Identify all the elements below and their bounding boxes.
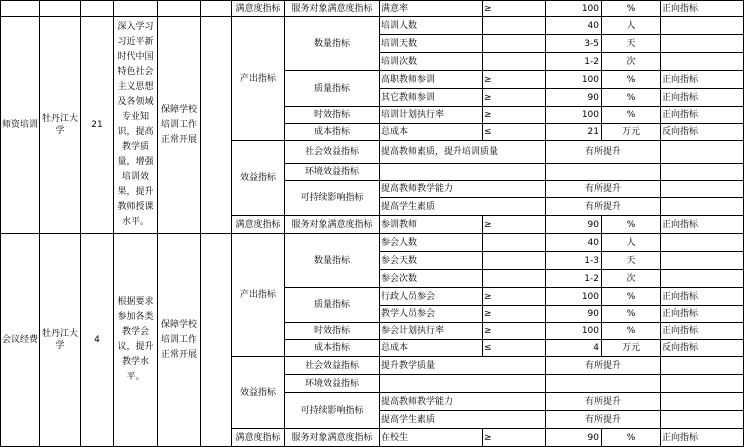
empty-cell: [201, 234, 232, 447]
empty-cell: [201, 0, 232, 17]
indicator-name: 在校生: [380, 429, 483, 447]
indicator-direction: 反向指标: [661, 340, 744, 357]
indicator-level2: 数量指标: [285, 234, 380, 288]
indicator-operator: ≥: [483, 216, 546, 234]
indicator-operator: ≤: [483, 340, 546, 357]
indicator-direction: [661, 35, 744, 53]
fund-category: [0, 17, 40, 234]
indicator-value: 有所提升: [546, 411, 661, 429]
indicator-unit: 万元: [602, 340, 661, 357]
indicator-direction: [661, 375, 744, 393]
indicator-value: 4: [546, 340, 602, 357]
cell-text: 提高学生素质: [381, 201, 436, 212]
indicator-level2: 服务对象满意度指标: [285, 0, 380, 17]
indicator-direction: [661, 357, 744, 375]
indicator-name: [380, 198, 546, 216]
indicator-unit: %: [602, 429, 661, 447]
indicator-operator: [483, 252, 546, 270]
indicator-name: [380, 141, 546, 164]
indicator-name: 参会次数: [380, 270, 483, 288]
indicator-value: 100: [546, 288, 602, 306]
fund-category: [0, 234, 40, 447]
indicator-operator: ≥: [483, 107, 546, 124]
indicator-operator: ≤: [483, 124, 546, 141]
indicator-direction: [661, 141, 744, 164]
indicator-direction: [661, 164, 744, 181]
empty-cell: [0, 0, 40, 17]
indicator-level2: 环境效益指标: [285, 375, 380, 393]
fund-amount: 21: [81, 17, 114, 234]
indicator-direction: 正向指标: [661, 71, 744, 89]
indicator-unit: %: [602, 89, 661, 107]
indicator-name: 培训人数: [380, 17, 483, 35]
indicator-value: 3-5: [546, 35, 602, 53]
indicator-value: 40: [546, 17, 602, 35]
indicator-operator: ≥: [483, 306, 546, 323]
indicator-operator: ≥: [483, 89, 546, 107]
indicator-unit: %: [602, 107, 661, 124]
indicator-direction: 正向指标: [661, 0, 744, 17]
indicator-direction: 正向指标: [661, 306, 744, 323]
indicator-value: 100: [546, 0, 602, 17]
indicator-level1: 产出指标: [232, 17, 285, 141]
indicator-level1: 满意度指标: [232, 429, 285, 447]
indicator-name: 参会天数: [380, 252, 483, 270]
cell-text: 提高学生素质: [381, 414, 436, 425]
indicator-level2: 时效指标: [285, 107, 380, 124]
indicator-operator: ≥: [483, 323, 546, 340]
indicator-value: 有所提升: [546, 198, 661, 216]
indicator-name: 总成本: [380, 124, 483, 141]
indicator-level2: 质量指标: [285, 71, 380, 107]
cell-text: 提高教师素质，提升培训质量: [381, 147, 499, 157]
indicator-unit: %: [602, 71, 661, 89]
indicator-unit: %: [602, 323, 661, 340]
indicator-direction: [661, 181, 744, 198]
indicator-value: 1-2: [546, 270, 602, 288]
indicator-direction: [661, 234, 744, 252]
indicator-name: 参训教师: [380, 216, 483, 234]
empty-cell: [201, 17, 232, 234]
indicator-value: 有所提升: [546, 141, 661, 164]
indicator-level1: 效益指标: [232, 141, 285, 216]
annual-goal: [114, 234, 158, 447]
indicator-value: 1-3: [546, 252, 602, 270]
indicator-value: 90: [546, 306, 602, 323]
indicator-name: 培训次数: [380, 53, 483, 71]
indicator-value: 1-2: [546, 53, 602, 71]
cell-text: 保障学校培训工作正常开展: [160, 104, 197, 145]
indicator-level2: 服务对象满意度指标: [285, 429, 380, 447]
indicator-name: 参会人数: [380, 234, 483, 252]
indicator-level2: 成本指标: [285, 340, 380, 357]
indicator-direction: [661, 53, 744, 71]
empty-cell: [114, 0, 158, 17]
indicator-operator: ≥: [483, 71, 546, 89]
indicator-value: 90: [546, 89, 602, 107]
indicator-unit: %: [602, 216, 661, 234]
indicator-value: 90: [546, 429, 602, 447]
indicator-operator: [483, 35, 546, 53]
indicator-direction: [661, 393, 744, 411]
indicator-direction: [661, 252, 744, 270]
indicator-direction: 反向指标: [661, 124, 744, 141]
indicator-direction: 正向指标: [661, 216, 744, 234]
indicator-level2: 环境效益指标: [285, 164, 380, 181]
performance-target: [158, 234, 201, 447]
indicator-name: 培训天数: [380, 35, 483, 53]
indicator-level2: 可持续影响指标: [285, 181, 380, 216]
indicator-operator: [483, 234, 546, 252]
indicator-name: 其它教师参训: [380, 89, 483, 107]
cell-text: 牡丹江大学: [41, 329, 78, 351]
indicator-name: 行政人员参会: [380, 288, 483, 306]
fund-amount: 4: [81, 234, 114, 447]
indicator-unit: 天: [602, 35, 661, 53]
indicator-value: 有所提升: [546, 181, 661, 198]
cell-text: 根据要求参加各类教学会议，提升教学水平。: [117, 297, 154, 382]
cell-text: 牡丹江大学: [41, 114, 78, 136]
indicator-name: 参会计划执行率: [380, 323, 483, 340]
indicator-name: [380, 357, 546, 375]
empty-cell: [158, 0, 201, 17]
indicator-level2: 成本指标: [285, 124, 380, 141]
indicator-name: [380, 181, 546, 198]
indicator-name: [380, 393, 546, 411]
indicator-operator: ≥: [483, 288, 546, 306]
indicator-name: 培训计划执行率: [380, 107, 483, 124]
indicator-name: 满意率: [380, 0, 483, 17]
indicator-name: 高职教师参训: [380, 71, 483, 89]
indicator-operator: [483, 53, 546, 71]
indicator-unit: 万元: [602, 124, 661, 141]
indicator-level1: 满意度指标: [232, 0, 285, 17]
empty-cell: [40, 0, 81, 17]
fund-organization: [40, 234, 81, 447]
indicator-level2: 数量指标: [285, 17, 380, 71]
cell-text: 会议经费: [1, 335, 38, 345]
cell-text: 提高教师教学能力: [381, 184, 454, 194]
indicator-level2: 服务对象满意度指标: [285, 216, 380, 234]
indicator-direction: 正向指标: [661, 323, 744, 340]
indicator-name: 总成本: [380, 340, 483, 357]
performance-target: [158, 17, 201, 234]
indicator-operator: ≥: [483, 0, 546, 17]
indicator-level2: 质量指标: [285, 288, 380, 323]
cell-text: 师资培训: [1, 120, 38, 130]
indicator-name: [380, 375, 546, 393]
indicator-value: 21: [546, 124, 602, 141]
annual-goal: [114, 17, 158, 234]
indicator-unit: 人: [602, 234, 661, 252]
indicator-operator: [483, 17, 546, 35]
indicator-level1: 满意度指标: [232, 216, 285, 234]
indicator-level2: 社会效益指标: [285, 357, 380, 375]
indicator-unit: 次: [602, 270, 661, 288]
cell-text: 提升教学质量: [381, 360, 436, 371]
indicator-value: [546, 164, 661, 181]
indicator-level1: 产出指标: [232, 234, 285, 357]
indicator-direction: [661, 198, 744, 216]
indicator-direction: 正向指标: [661, 89, 744, 107]
indicator-unit: %: [602, 288, 661, 306]
indicator-value: 100: [546, 107, 602, 124]
indicator-name: [380, 164, 546, 181]
indicator-level2: 时效指标: [285, 323, 380, 340]
empty-cell: [81, 0, 114, 17]
indicator-value: 40: [546, 234, 602, 252]
indicator-name: [380, 411, 546, 429]
cell-text: 保障学校培训工作正常开展: [160, 319, 197, 360]
indicator-direction: [661, 17, 744, 35]
indicator-operator: [483, 270, 546, 288]
indicator-value: 有所提升: [546, 393, 661, 411]
indicator-value: 100: [546, 71, 602, 89]
indicator-value: 90: [546, 216, 602, 234]
indicator-value: 有所提升: [546, 357, 661, 375]
indicator-value: [546, 375, 661, 393]
indicator-level2: 社会效益指标: [285, 141, 380, 164]
indicator-unit: 次: [602, 53, 661, 71]
indicator-level1: 效益指标: [232, 357, 285, 429]
indicator-direction: 正向指标: [661, 288, 744, 306]
cell-text: 提高教师教学能力: [381, 396, 454, 407]
indicator-value: 100: [546, 323, 602, 340]
fund-organization: [40, 17, 81, 234]
indicator-direction: [661, 411, 744, 429]
indicator-unit: %: [602, 0, 661, 17]
indicator-unit: 天: [602, 252, 661, 270]
indicator-name: 教学人员参会: [380, 306, 483, 323]
indicator-level2: 可持续影响指标: [285, 393, 380, 429]
indicator-direction: 正向指标: [661, 107, 744, 124]
indicator-unit: %: [602, 306, 661, 323]
indicator-direction: 正向指标: [661, 429, 744, 447]
cell-text: 深入学习习近平新时代中国特色社会主义思想及各领域专业知识，提高教学质量，增强培训效果，提升教师授课水平。: [117, 22, 154, 227]
indicator-direction: [661, 270, 744, 288]
indicator-operator: ≥: [483, 429, 546, 447]
indicator-unit: 人: [602, 17, 661, 35]
